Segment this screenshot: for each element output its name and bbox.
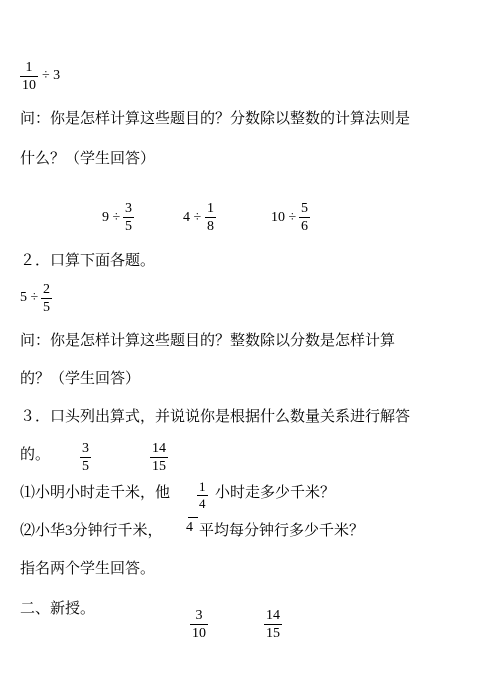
section-2-heading: ２．口算下面各题。 (20, 251, 156, 269)
fraction-bar (299, 217, 310, 218)
problem-2-after: 平均每分钟行多少千米？ (199, 521, 365, 539)
denominator: 5 (82, 459, 89, 474)
expr-4-left: 4 ÷ (183, 210, 202, 225)
question-2-line-1: 问：你是怎样计算这些题目的？整数除以分数是怎样计算 (20, 331, 396, 349)
numerator: 14 (152, 441, 166, 456)
expr-10-left: 10 ÷ (271, 210, 297, 225)
fraction-14-15-given (150, 441, 168, 474)
fraction-3-5 (123, 201, 134, 234)
fraction-bar (41, 298, 52, 299)
denominator: 4 (199, 496, 206, 511)
teacher-note: 指名两个学生回答。 (20, 559, 156, 577)
fraction-bar (20, 76, 38, 77)
problem-2-number: 3 (65, 523, 73, 539)
fraction-5-6 (299, 201, 310, 234)
section-new-heading: 二、新授。 (20, 599, 96, 617)
denominator: 10 (192, 626, 206, 641)
denominator: 15 (152, 459, 166, 474)
fraction-1-8 (205, 201, 216, 234)
problem-2-mid: 分钟行千米， (72, 521, 163, 539)
divide-by-three: ÷ 3 (42, 68, 61, 83)
denominator: 5 (43, 300, 50, 315)
fraction-bar (190, 624, 208, 625)
denominator: 10 (22, 78, 36, 93)
problem-1-before: ⑴小明小时走千米，他 (20, 483, 171, 501)
expr-9-left: 9 ÷ (102, 210, 121, 225)
fraction-bar (264, 624, 282, 625)
numerator: 3 (82, 441, 89, 456)
problem-1 (20, 482, 170, 502)
fraction-3-5-given (80, 441, 91, 474)
question-1-line-1: 问：你是怎样计算这些题目的？分数除以整数的计算法则是 (20, 109, 411, 127)
numerator: 3 (195, 608, 203, 623)
fraction-3-10 (190, 608, 208, 641)
fraction-2-5 (41, 282, 52, 315)
denominator: 15 (266, 626, 280, 641)
section-3-line-1: ３．口头列出算式，并说说你是根据什么数量关系进行解答 (20, 407, 411, 425)
numerator: 2 (43, 282, 50, 297)
expr-5-left: 5 ÷ (20, 290, 39, 305)
section-3-line-2: 的。 (20, 445, 51, 463)
numerator: 5 (301, 201, 308, 216)
question-1-line-2: 什么？（学生回答） (20, 149, 156, 167)
problem-2-before: ⑵小华 (20, 521, 66, 539)
problem-2 (20, 520, 163, 541)
denominator: 5 (125, 219, 132, 234)
numerator: 1 (207, 201, 214, 216)
fraction-4-denominator: 4 (186, 520, 193, 535)
fraction-bar-partial (188, 517, 198, 518)
fraction-1-4 (197, 480, 208, 511)
question-2-line-2: 的？（学生回答） (20, 369, 141, 387)
fraction-14-15 (264, 608, 282, 641)
fraction-bar (80, 457, 91, 458)
problem-1-after: 小时走多少千米？ (215, 483, 336, 501)
fraction-bar (205, 217, 216, 218)
fraction-bar (123, 217, 134, 218)
numerator: 3 (125, 201, 132, 216)
fraction-one-tenth (20, 60, 38, 93)
numerator: 1 (199, 479, 206, 494)
denominator: 6 (301, 219, 308, 234)
numerator: 14 (266, 608, 280, 623)
fraction-bar (150, 457, 168, 458)
numerator: 1 (25, 60, 33, 75)
denominator: 8 (207, 219, 214, 234)
